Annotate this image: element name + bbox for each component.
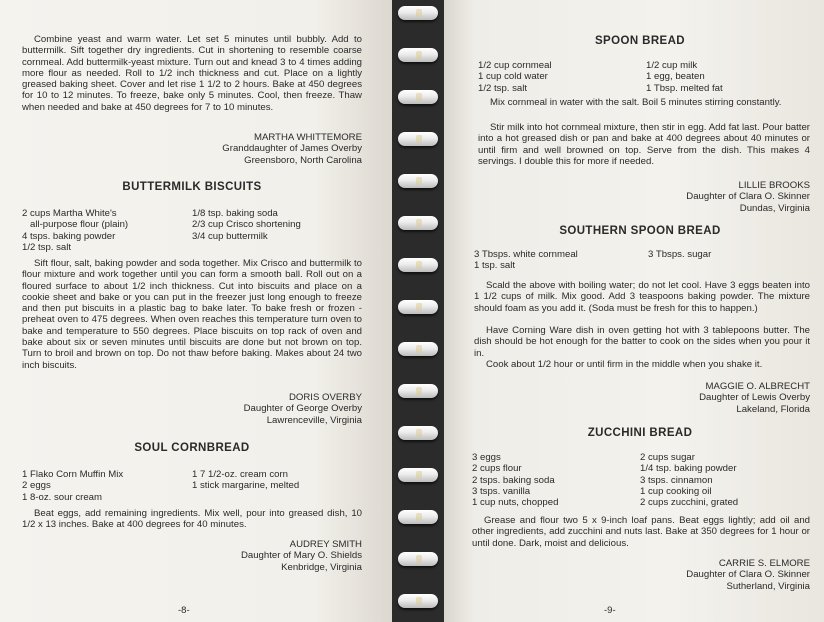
binding-ring: [398, 258, 438, 272]
signature-name: AUDREY SMITH: [289, 539, 362, 550]
ingredient: 1 egg, beaten: [646, 71, 705, 83]
binding-ring: [398, 552, 438, 566]
binding-ring: [398, 90, 438, 104]
signature-location: Sutherland, Virginia: [726, 580, 810, 592]
cornbread-signature: [150, 539, 362, 573]
spoon-bread-directions-1: Mix cornmeal in water with the salt. Boil 5 minutes stirring constantly.: [490, 97, 782, 108]
binding-ring: [398, 468, 438, 482]
southern-spoon-bread-signature: [594, 381, 810, 415]
binding-ring: [398, 174, 438, 188]
signature-name: LILLIE BROOKS: [738, 180, 810, 191]
ingredient: 1 cup cold water: [478, 71, 548, 83]
recipe-title-soul-cornbread: SOUL CORNBREAD: [134, 442, 250, 454]
signature-location: Kenbridge, Virginia: [281, 561, 362, 573]
intro-directions: Combine yeast and warm water. Let set 5 minutes until bubbly. Add to buttermilk. Sift together dry ingredients. Cut in shortening to resemble coarse cornmeal. Add buttermilk-yeast mixture. Turn out and knead 3 to 4 times adding more flour as needed. Roll to 1/2 inch thickness and cut. Place on a lightly greased baking sheet. Cover and let rise 1 1/2 to 2 hours. Bake at 450 degrees for 10 to 12 minutes. To freeze, bake only 5 minutes. Cool, then freeze. Thaw when needed and bake at 450 degrees for 7 to 10 minutes.: [22, 34, 362, 113]
ingredient: all-purpose flour (plain): [30, 219, 129, 231]
ingredient: 1/2 cup cornmeal: [478, 60, 552, 71]
ingredients-column-1: [22, 469, 187, 503]
signature-relation: Daughter of Lewis Overby: [699, 392, 810, 404]
right-page: [444, 0, 824, 622]
signature-relation: Granddaughter of James Overby: [222, 143, 362, 155]
recipe-title-buttermilk-biscuits: BUTTERMILK BISCUITS: [122, 181, 262, 193]
binding-ring: [398, 216, 438, 230]
ingredient: 1 7 1/2-oz. cream corn: [192, 469, 288, 480]
ingredients-column-2: [192, 208, 362, 242]
ingredients-column-1: [478, 60, 638, 94]
ingredient: 4 tsps. baking powder: [22, 230, 116, 242]
spoon-bread-directions-2: Stir milk into hot cornmeal mixture, then stir in egg. Add fat last. Pour batter into a hot greased dish or pan and bake at 400 degrees about 40 minutes or until firm and well browned on top. Serve from the dish. This makes 4 servings. I double this for more if needed.: [478, 122, 810, 167]
signature-name: MAGGIE O. ALBRECHT: [705, 381, 810, 392]
recipe-title-spoon-bread: SPOON BREAD: [594, 35, 686, 47]
binding-ring: [398, 594, 438, 608]
ingredient: 1/8 tsp. baking soda: [192, 208, 278, 219]
binding-ring: [398, 342, 438, 356]
ingredient: 1/2 tsp. salt: [478, 82, 528, 94]
ingredient: 2 cups sugar: [640, 452, 695, 463]
cornbread-directions: Beat eggs, add remaining ingredients. Mix well, pour into greased dish, 10 1/2 x 13 inches. Bake at 400 degrees for 40 minutes.: [22, 508, 362, 531]
ingredient: 2/3 cup Crisco shortening: [192, 219, 301, 231]
recipe-title-zucchini-bread: ZUCCHINI BREAD: [587, 427, 693, 439]
ingredients-column-2: [640, 452, 810, 508]
ingredient: 1 Tbsp. melted fat: [646, 82, 723, 94]
ingredients-column-2: [648, 249, 798, 260]
ingredient: 3/4 cup buttermilk: [192, 230, 268, 242]
signature-location: Dundas, Virginia: [739, 202, 810, 214]
ingredient: 3 Tbsps. sugar: [648, 249, 712, 260]
ingredients-column-1: [472, 452, 632, 508]
spiral-binding: [392, 0, 444, 622]
ingredient: 1/4 tsp. baking powder: [640, 463, 737, 475]
left-page: [0, 0, 392, 622]
southern-spoon-bread-directions-3: Cook about 1/2 hour or until firm in the middle when you shake it.: [486, 359, 763, 370]
ingredient: 3 tsps. cinnamon: [640, 474, 713, 486]
signature-location: Greensboro, North Carolina: [244, 154, 362, 166]
ingredients-column-2: [192, 469, 362, 492]
binding-ring: [398, 6, 438, 20]
signature-location: Lawrenceville, Virginia: [266, 414, 362, 426]
ingredient: 1 stick margarine, melted: [192, 480, 300, 492]
binding-ring: [398, 132, 438, 146]
ingredient: 2 tsps. baking soda: [472, 474, 555, 486]
ingredient: 3 tsps. vanilla: [472, 485, 531, 497]
biscuit-directions: Sift flour, salt, baking powder and soda together. Mix Crisco and buttermilk to flour mixture and work together until you can form a smooth ball. Roll out on a floured surface to about 1/2 inch thickness. Cut into biscuits and place on a cookie sheet and bake or you can put in the freezer just long enough to freeze and then put biscuits in a plastic bag to bake later. To bake fresh or frozen - preheat oven to 475 degrees. When oven reaches this temperature turn oven to bake and temperature to 550 degrees. Place biscuits on top rack of oven and bake about six or seven minutes until biscuits are done but not brown on top. Turn to broil and brown on top. Do not thaw before baking. Makes about 24 two inch biscuits.: [22, 258, 362, 371]
ingredient: 1/2 cup milk: [646, 60, 698, 71]
ingredient: 2 cups zucchini, grated: [640, 497, 739, 509]
ingredient: 1 Flako Corn Muffin Mix: [22, 469, 124, 480]
binding-ring: [398, 426, 438, 440]
ingredient: 2 eggs: [22, 480, 51, 492]
ingredient: 1 tsp. salt: [474, 260, 516, 272]
page-number: -9-: [604, 605, 616, 616]
ingredient: 2 cups flour: [472, 463, 522, 475]
zucchini-bread-signature: [594, 558, 810, 592]
signature-location: Lakeland, Florida: [736, 403, 810, 415]
ingredient: 3 eggs: [472, 452, 501, 463]
ingredients-column-1: [474, 249, 634, 272]
ingredient: 1 cup cooking oil: [640, 485, 712, 497]
southern-spoon-bread-directions-1: Scald the above with boiling water; do not let cool. Have 3 eggs beaten into 1 1/2 cups of milk. Mix good. Add 3 teaspoons baking powder. The mixture should foam as you add it. (Soda must be fresh for this to happen.): [474, 280, 810, 314]
recipe-title-southern-spoon-bread: SOUTHERN SPOON BREAD: [559, 225, 721, 237]
intro-signature: [150, 132, 362, 166]
spoon-bread-signature: [594, 180, 810, 214]
signature-relation: Daughter of George Overby: [243, 403, 362, 415]
signature-relation: Daughter of Mary O. Shields: [240, 550, 362, 562]
zucchini-bread-directions: Grease and flour two 5 x 9-inch loaf pans. Beat eggs lightly; add oil and other ingredients, add zucchini and nuts last. Bake at 350 degrees for 1 hour or until done. Dark, moist and delicious.: [472, 515, 810, 549]
ingredient: 2 cups Martha White's: [22, 208, 117, 219]
ingredient: 1 cup nuts, chopped: [472, 497, 559, 509]
ingredients-column-1: [22, 208, 187, 253]
ingredients-column-2: [646, 60, 806, 94]
binding-ring: [398, 384, 438, 398]
binding-ring: [398, 300, 438, 314]
signature-name: CARRIE S. ELMORE: [718, 558, 810, 569]
binding-ring: [398, 510, 438, 524]
signature-relation: Daughter of Clara O. Skinner: [686, 191, 810, 203]
ingredient: 3 Tbsps. white cornmeal: [474, 249, 578, 260]
signature-relation: Daughter of Clara O. Skinner: [686, 569, 810, 581]
ingredient: 1/2 tsp. salt: [22, 241, 72, 253]
page-number: -8-: [178, 605, 190, 616]
binding-ring: [398, 48, 438, 62]
southern-spoon-bread-directions-2: Have Corning Ware dish in oven getting hot with 3 tablepoons butter. The dish should be hot enough for the batter to cook on the sides when you pour it in.: [474, 325, 810, 359]
signature-name: DORIS OVERBY: [288, 392, 362, 403]
signature-name: MARTHA WHITTEMORE: [253, 132, 362, 143]
ingredient: 1 8-oz. sour cream: [22, 491, 102, 503]
biscuit-signature: [150, 392, 362, 426]
